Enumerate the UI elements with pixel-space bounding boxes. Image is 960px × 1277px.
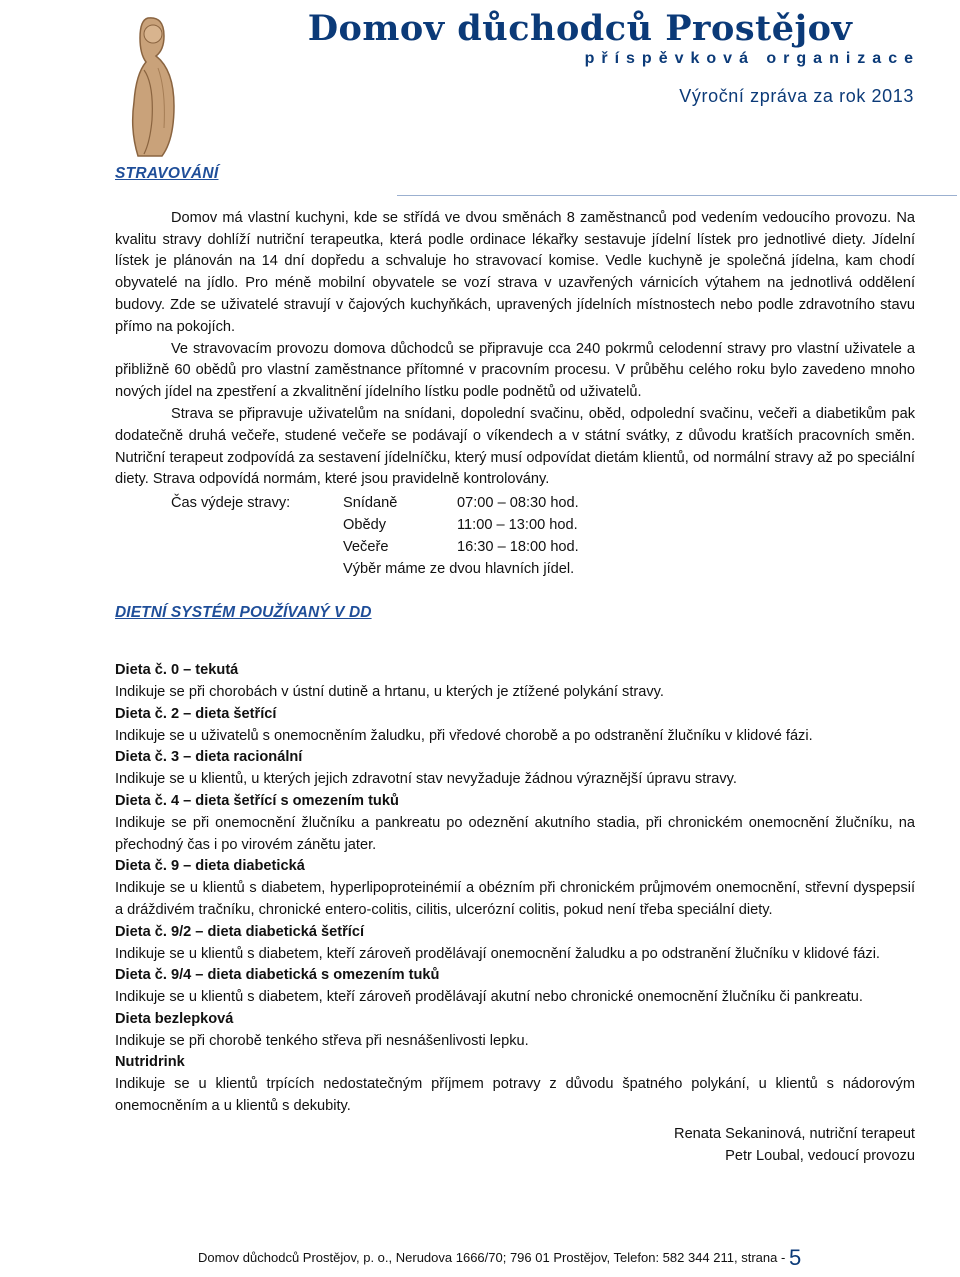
- schedule-time: 07:00 – 08:30 hod.: [457, 495, 579, 512]
- report-title: Výroční zpráva za rok 2013: [679, 86, 914, 106]
- diet-title: Dieta č. 3 – dieta racionální: [115, 749, 303, 766]
- organization-subtitle: příspěvková organizace: [584, 50, 920, 67]
- page-footer: [198, 1245, 801, 1271]
- diet-description: Indikuje se u klientů s diabetem, kteří zároveň prodělávají akutní nebo chronické onemocnění žlučníku či pankreatu.: [115, 989, 863, 1006]
- schedule-meal: Snídaně: [343, 495, 398, 512]
- diet-description: Indikuje se u klientů s diabetem, kteří zároveň prodělávají onemocnění žaludku a po odstranění žlučníku v klidové fázi.: [115, 945, 880, 962]
- diet-title: Nutridrink: [115, 1054, 185, 1071]
- diet-title: Dieta č. 9/2 – dieta diabetická šetřící: [115, 923, 365, 940]
- diet-title: Dieta č. 4 – dieta šetřící s omezením tuků: [115, 792, 399, 809]
- diet-title: Dieta bezlepková: [115, 1010, 234, 1027]
- diet-description: Indikuje se u klientů, u kterých jejich zdravotní stav nevyžaduje žádnou výraznější úpravu stravy.: [115, 771, 737, 788]
- schedule-meal: Večeře: [343, 538, 389, 555]
- schedule-label: Čas výdeje stravy:: [171, 495, 291, 512]
- diet-title: Dieta č. 0 – tekutá: [115, 662, 239, 679]
- logo-figurine: [118, 10, 188, 160]
- paragraph-kitchen: Domov má vlastní kuchyni, kde se střídá ve dvou směnách 8 zaměstnanců pod vedením vedoucího provozu. Na kvalitu stravy dohlíží nutriční terapeutka, která podle ordinace lékařky sestavuje jídelní lístek pro jednotlivé diety. Jídelní lístek je plánován na 14 dní dopředu a schvaluje ho stravovací komise. Vedle kuchyně je společná jídelna, kam chodí obyvatelé na jídlo. Pro méně mobilní obyvatele se vozí strava v uzavřených várnicích výtahem na jednotlivá oddělení budovy. Zde se uživatelé stravují v čajových kuchyňkách, upravených jídelních místnostech nebo podle zdravotního stavu přímo na pokojích.: [115, 209, 915, 335]
- paragraph-meals: Ve stravovacím provozu domova důchodců se připravuje cca 240 pokrmů celodenní stravy pro vlastní uživatele a přibližně 60 obědů pro vlastní zaměstnance přítomné v pracovním procesu. V průběhu celého roku bylo zavedeno mnoho nových jídel na zpestření a zkvalitnění jídelního lístku podle podnětů od uživatelů.: [115, 340, 915, 401]
- heading-rule: [397, 185, 957, 196]
- diet-title: Dieta č. 9 – dieta diabetická: [115, 858, 305, 875]
- schedule-row: [115, 493, 915, 515]
- diet-description: Indikuje se při chorobě tenkého střeva při nesnášenlivosti lepku.: [115, 1032, 529, 1049]
- signature-nutrition-therapist: Renata Sekaninová, nutriční terapeut: [674, 1125, 915, 1142]
- organization-title: Domov důchodců Prostějov: [307, 8, 853, 49]
- schedule-row: [115, 559, 915, 581]
- signature-operations-manager: Petr Loubal, vedoucí provozu: [725, 1147, 915, 1164]
- paragraph-diets: Strava se připravuje uživatelům na snídani, dopolední svačinu, oběd, odpolední svačinu, večeři a diabetikům pak dodatečně druhá večeře, studené večeře se podávají o víkendech a v státní svátky, z důvodu kratších pracovních směn. Nutriční terapeut zodpovídá za sestavení jídelníčku, který musí odpovídat dietám klientů, od normální stravy až po speciální diety. Strava odpovídá normám, které jsou pravidelně kontrolovány.: [115, 405, 915, 488]
- diet-description: Indikuje se při chorobách v ústní dutině a hrtanu, u kterých je ztížené polykání stravy.: [115, 683, 664, 700]
- schedule-time: 11:00 – 13:00 hod.: [457, 516, 578, 533]
- schedule-row: [115, 515, 915, 537]
- logo-graphic: [118, 10, 188, 160]
- diet-description: Indikuje se u uživatelů s onemocněním žaludku, při vředové chorobě a po odstranění žlučníku v klidové fázi.: [115, 727, 813, 744]
- diet-list: [115, 660, 915, 1118]
- section-heading-catering: STRAVOVÁNÍ: [115, 165, 219, 182]
- diet-title: Dieta č. 9/4 – dieta diabetická s omezením tuků: [115, 967, 440, 984]
- section-heading-diet-system: DIETNÍ SYSTÉM POUŽÍVANÝ V DD: [115, 604, 372, 622]
- diet-description: Indikuje se při onemocnění žlučníku a pankreatu po odeznění akutního stadia, při chronickém onemocnění žlučníku, na přechodný čas i po virovém zánětu jater.: [115, 814, 915, 853]
- page-number: 5: [788, 1245, 802, 1270]
- schedule-note: Výběr máme ze dvou hlavních jídel.: [343, 560, 575, 577]
- meal-schedule: [115, 493, 915, 580]
- diet-description: Indikuje se u klientů s diabetem, hyperlipoproteinémií a obézním při chronickém průjmovém onemocnění, střevní dyspepsií a dráždivém tračníku, chronické entero-colitis, cilitis, ulcerózní colitis, pokud není třeba speciální diety.: [115, 880, 915, 918]
- footer-address: Domov důchodců Prostějov, p. o., Nerudova 1666/70; 796 01 Prostějov, Telefon: 582 344 211, strana -: [198, 1250, 786, 1265]
- diet-description: Indikuje se u klientů trpících nedostatečným příjmem potravy z důvodu špatného polykání, u klientů s nádorovým onemocněním a u klientů s dekubity.: [115, 1076, 915, 1115]
- schedule-meal: Obědy: [343, 516, 386, 533]
- schedule-row: [115, 537, 915, 559]
- diet-title: Dieta č. 2 – dieta šetřící: [115, 705, 277, 722]
- schedule-time: 16:30 – 18:00 hod.: [457, 538, 579, 555]
- document-body: [115, 163, 915, 1167]
